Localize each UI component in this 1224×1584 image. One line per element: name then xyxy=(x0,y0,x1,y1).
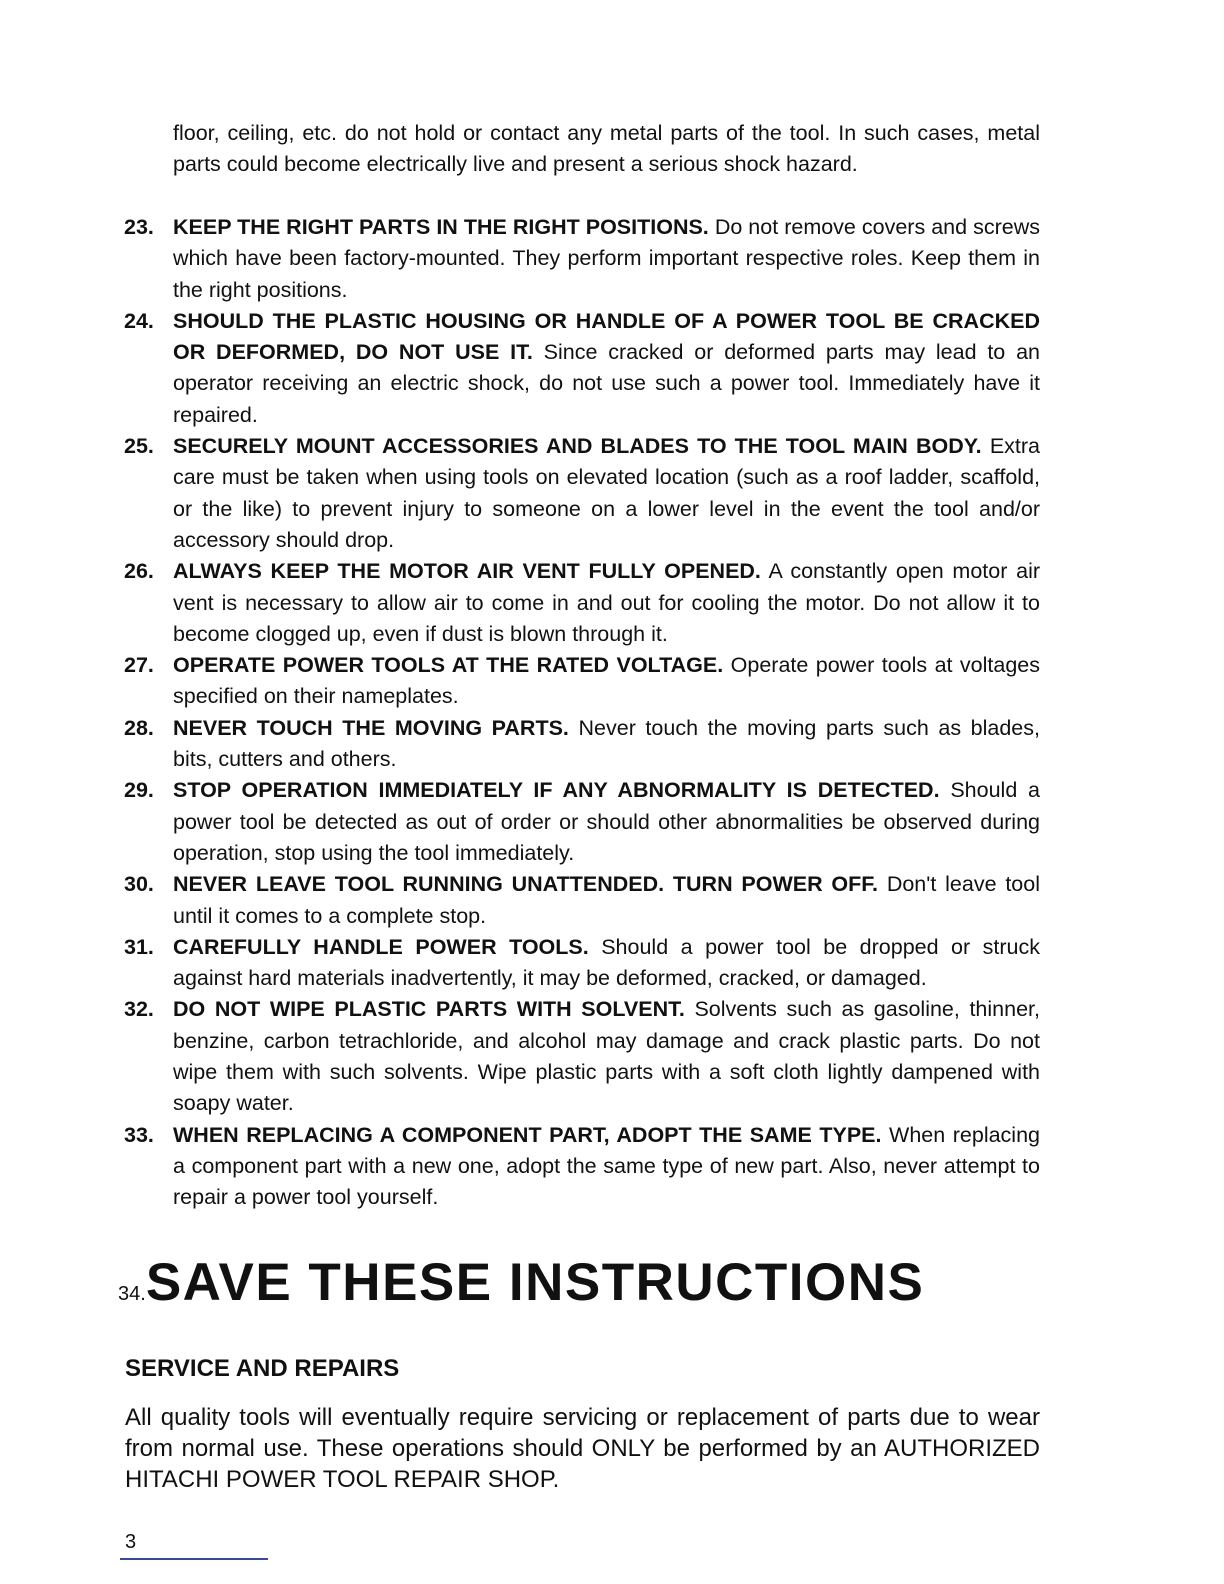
item-number: 33. xyxy=(124,1122,154,1147)
item-heading: CAREFULLY HANDLE POWER TOOLS. xyxy=(173,934,589,959)
item-body: Should a power tool be detected as out of order or should other abnormalities be observed during operation, stop using the tool immediately. xyxy=(173,778,1040,865)
page-number: 3 xyxy=(125,1531,137,1553)
item-heading: DO NOT WIPE PLASTIC PARTS WITH SOLVENT. xyxy=(173,997,685,1022)
list-item xyxy=(124,431,1040,556)
item-number: 31. xyxy=(124,934,154,959)
list-item xyxy=(124,713,1040,776)
item-body: A constantly open motor air vent is necessary to allow air to come in and out for cooling the motor. Do not allow it to become clogged up, even if dust is blown through it. xyxy=(173,559,1040,646)
item-body: Extra care must be taken when using tools on elevated location (such as a roof ladder, scaffold, or the like) to prevent injury to someone on a lower level in the event the tool and/or accessory should drop. xyxy=(173,434,1040,552)
item-number: 24. xyxy=(124,308,154,333)
item-body: Since cracked or deformed parts may lead to an operator receiving an electric shock, do not use such a power tool. Immediately have it repaired. xyxy=(173,340,1040,427)
list-item xyxy=(124,650,1040,713)
list-item xyxy=(124,556,1040,650)
item-heading: STOP OPERATION IMMEDIATELY IF ANY ABNORMALITY IS DETECTED. xyxy=(173,778,940,803)
safety-rules-list xyxy=(124,212,1040,1214)
item-body: Don't leave tool until it comes to a complete stop. xyxy=(173,872,1040,928)
service-section-body: All quality tools will eventually require servicing or replacement of parts due to wear from normal use. These operations should ONLY be performed by an AUTHORIZED HITACHI POWER TOOL REPAIR SHOP. xyxy=(125,1404,1040,1493)
list-item xyxy=(124,994,1040,1119)
item-number: 29. xyxy=(124,778,154,803)
item-heading: SECURELY MOUNT ACCESSORIES AND BLADES TO THE TOOL MAIN BODY. xyxy=(173,434,982,459)
item-heading: NEVER TOUCH THE MOVING PARTS. xyxy=(173,715,569,740)
item-number: 30. xyxy=(124,872,154,897)
item-heading: ALWAYS KEEP THE MOTOR AIR VENT FULLY OPENED. xyxy=(173,559,761,584)
item-body: Never touch the moving parts such as blades, bits, cutters and others. xyxy=(173,715,1040,772)
item-body: When replacing a component part with a new one, adopt the same type of new part. Also, never attempt to repair a power tool yourself. xyxy=(173,1122,1040,1210)
item-heading: WHEN REPLACING A COMPONENT PART, ADOPT THE SAME TYPE. xyxy=(173,1122,882,1147)
list-item xyxy=(124,932,1040,995)
item-body: Should a power tool be dropped or struck against hard materials inadvertently, it may be deformed, cracked, or damaged. xyxy=(173,934,1040,991)
item-number: 26. xyxy=(124,559,154,584)
item-heading: OPERATE POWER TOOLS AT THE RATED VOLTAGE. xyxy=(173,653,724,678)
list-item xyxy=(124,212,1040,306)
item-number: 28. xyxy=(124,715,154,740)
service-section-title: SERVICE AND REPAIRS xyxy=(125,1355,400,1382)
save-instructions-number: 34. xyxy=(118,1283,146,1305)
footer-rule xyxy=(120,1558,268,1560)
save-instructions-heading xyxy=(118,1252,924,1313)
item-number: 25. xyxy=(124,434,154,459)
item-number: 23. xyxy=(124,215,154,239)
intro-paragraph: floor, ceiling, etc. do not hold or contact any metal parts of the tool. In such cases, metal parts could become electrically live and present a serious shock hazard. xyxy=(173,121,1040,177)
item-heading: SHOULD THE PLASTIC HOUSING OR HANDLE OF A POWER TOOL BE CRACKED OR DEFORMED, DO NOT USE IT. xyxy=(173,308,1040,365)
list-item xyxy=(124,869,1040,932)
list-item xyxy=(124,306,1040,431)
list-item xyxy=(124,1120,1040,1214)
item-number: 32. xyxy=(124,997,154,1022)
item-body: Operate power tools at voltages specified on their nameplates. xyxy=(173,653,1041,709)
item-heading: KEEP THE RIGHT PARTS IN THE RIGHT POSITIONS. xyxy=(173,215,709,239)
item-number: 27. xyxy=(124,653,154,678)
save-instructions-text: SAVE THESE INSTRUCTIONS xyxy=(145,1253,925,1312)
item-body: Do not remove covers and screws which have been factory-mounted. They perform important respective roles. Keep them in the right positions. xyxy=(173,215,1040,302)
item-heading: NEVER LEAVE TOOL RUNNING UNATTENDED. TURN POWER OFF. xyxy=(173,872,879,897)
list-item xyxy=(124,775,1040,869)
item-body: Solvents such as gasoline, thinner, benzine, carbon tetrachloride, and alcohol may damage and crack plastic parts. Do not wipe them with such solvents. Wipe plastic parts with a soft cloth lightly dampened with soapy water. xyxy=(173,997,1040,1116)
